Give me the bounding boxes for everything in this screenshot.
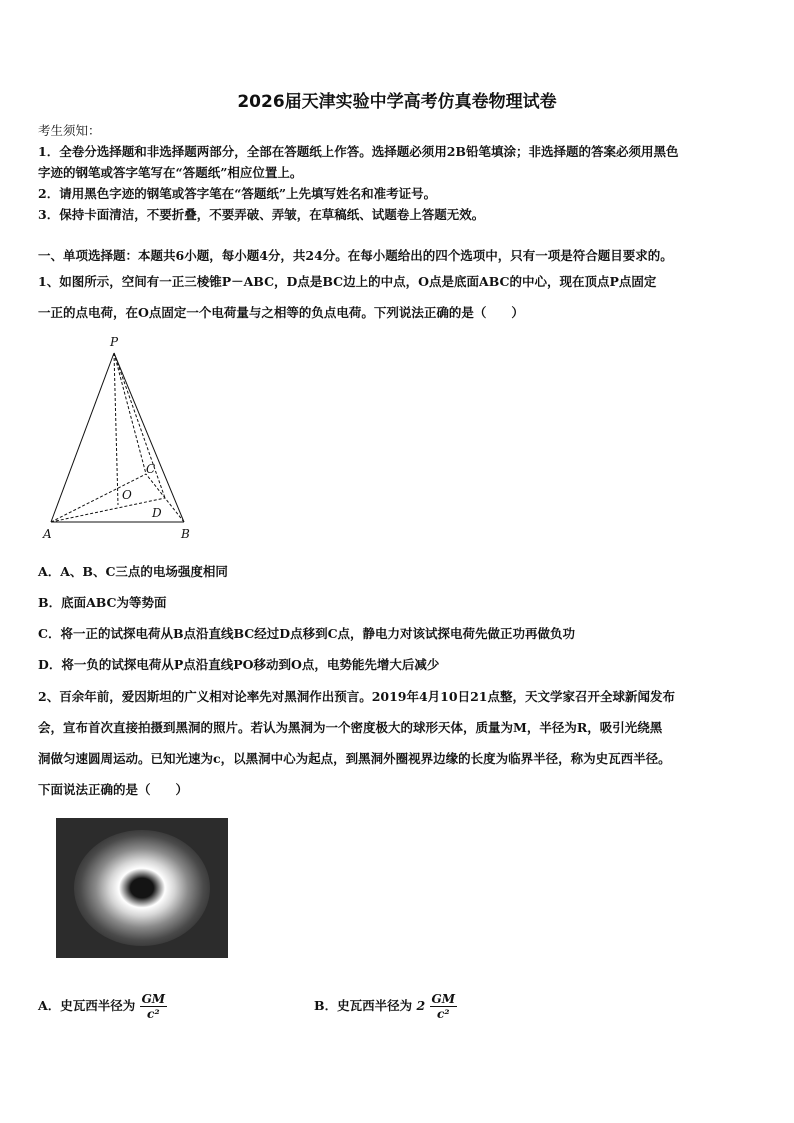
page-title: 2026届天津实验中学高考仿真卷物理试卷 [237, 92, 557, 112]
notice-heading: 考生须知： [38, 123, 101, 138]
q2-option-b-prefix: B．史瓦西半径为 [314, 998, 413, 1013]
notice-item-2: 2．请用黑色字迹的钢笔或答字笔在“答题纸”上先填写姓名和准考证号。 [38, 186, 437, 201]
q2-line-4: 下面说法正确的是（ ） [38, 782, 189, 797]
q2-option-b-fraction [430, 992, 458, 1021]
edge-PC [114, 353, 146, 474]
notice-item-3: 3．保持卡面清洁，不要折叠，不要弄破、弄皱，在草稿纸、试题卷上答题无效。 [38, 207, 485, 222]
label-P: P [110, 335, 119, 349]
fraction-denominator: c² [147, 1007, 160, 1021]
q2-option-b-coef: 2 [416, 998, 426, 1013]
fraction-denominator: c² [436, 1007, 450, 1021]
label-A: A [43, 527, 52, 541]
q2-option-a-fraction [140, 992, 168, 1021]
label-O: O [122, 488, 132, 502]
segment-AD [51, 498, 165, 522]
q2-option-b [314, 992, 457, 1021]
q2-line-2: 会，宣布首次直接拍摄到黑洞的照片。若认为黑洞为一个密度极大的球形天体，质量为M，半径为R，吸引光绕黑 [38, 720, 663, 735]
fraction-numerator: GM [141, 992, 166, 1006]
q2-line-1: 2、百余年前，爱因斯坦的广义相对论率先对黑洞作出预言。2019年4月10日21点整，天文学家召开全球新闻发布 [38, 689, 675, 704]
q2-line-3: 洞做匀速圆周运动。已知光速为c，以黑洞中心为起点，到黑洞外圈视界边缘的长度为临界半径，称为史瓦西半径。 [38, 751, 671, 766]
edge-PA [51, 353, 114, 522]
q1-option-d: D．将一负的试探电荷从P点沿直线PO移动到O点，电势能先增大后减少 [38, 657, 440, 672]
q1-option-c: C．将一正的试探电荷从B点沿直线BC经过D点移到C点，静电力对该试探电荷先做正功再做负功 [38, 626, 576, 641]
section-heading: 一、单项选择题：本题共6小题，每小题4分，共24分。在每小题给出的四个选项中，只有一项是符合题目要求的。 [38, 248, 673, 263]
label-D: D [152, 506, 162, 520]
q1-option-b: B．底面ABC为等势面 [38, 595, 167, 610]
fraction-numerator: GM [431, 992, 456, 1006]
q2-option-a [38, 992, 167, 1021]
label-B: B [181, 527, 190, 541]
segment-PO [114, 353, 118, 505]
q2-option-a-prefix: A．史瓦西半径为 [38, 998, 136, 1013]
q1-line-1: 1、如图所示，空间有一正三棱锥P－ABC，D点是BC边上的中点，O点是底面ABC的中心，现在顶点P点固定 [38, 274, 657, 289]
q1-option-a: A．A、B、C三点的电场强度相同 [38, 564, 228, 579]
segment-PD [114, 353, 165, 498]
q1-line-2: 一正的点电荷，在O点固定一个电荷量与之相等的负点电荷。下列说法正确的是（ ） [38, 305, 524, 320]
pyramid-figure [38, 332, 198, 544]
label-C: C [146, 462, 156, 476]
notice-item-1a: 1．全卷分选择题和非选择题两部分，全部在答题纸上作答。选择题必须用2B铅笔填涂；非选择题的答案必须用黑色 [38, 144, 679, 159]
black-hole-image [56, 818, 228, 958]
notice-item-1b: 字迹的钢笔或答字笔写在“答题纸”相应位置上。 [38, 165, 303, 180]
